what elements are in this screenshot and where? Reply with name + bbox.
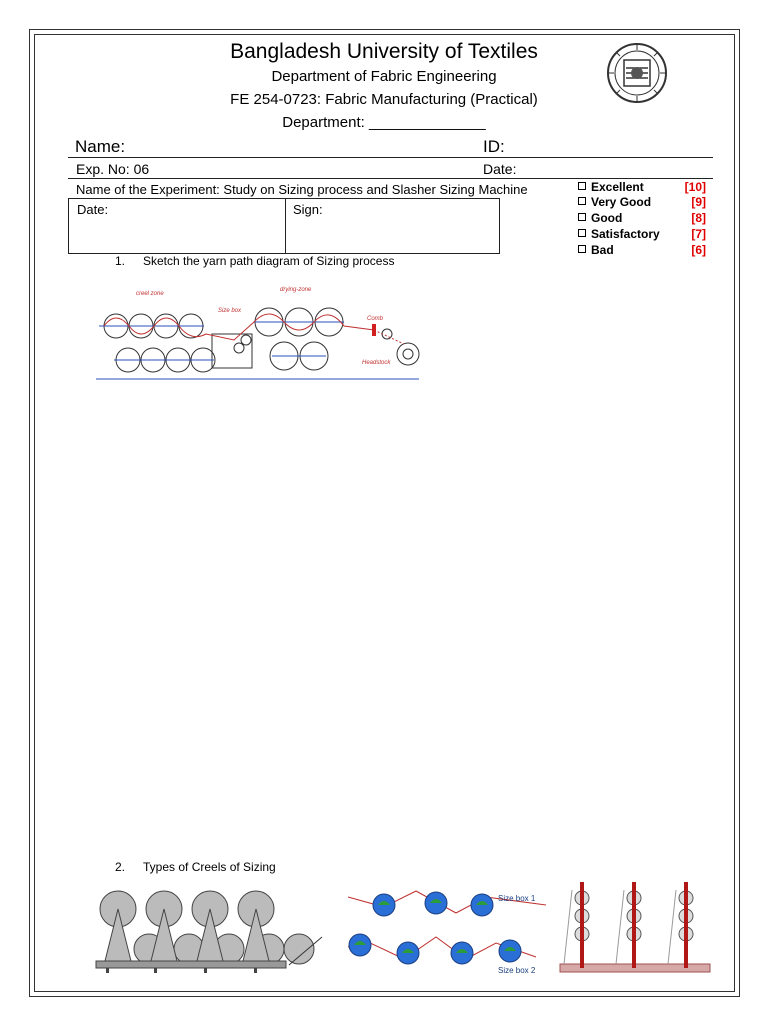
date-sign-table [68,198,500,254]
grade-value: [10] [684,180,706,194]
grade-label: Good [591,211,623,225]
question-1 [115,254,394,268]
grade-good[interactable] [578,211,622,225]
creel-diagram-2 [346,885,546,977]
divider [68,157,713,158]
grade-value: [9] [691,195,706,209]
table-sign-label: Sign: [293,202,323,217]
headstock-label: Headstock [362,360,391,366]
question-2 [115,860,276,874]
creel-diagram-1 [94,885,324,975]
id-label: ID: [483,137,505,156]
checkbox-icon [578,182,586,190]
name-label: Name: [75,137,126,156]
experiment-name: Name of the Experiment: Study on Sizing process and Slasher Sizing Machine [76,182,528,197]
checkbox-icon [578,229,586,237]
question-number: 2. [115,860,126,874]
university-title: Bangladesh University of Textiles [230,40,538,63]
creel-diagram-3 [558,880,713,975]
question-text: Sketch the yarn path diagram of Sizing process [143,254,395,268]
department-name: Department of Fabric Engineering [271,68,497,85]
grade-value: [6] [691,243,706,257]
grade-value: [7] [691,227,706,241]
checkbox-icon [578,197,586,205]
exp-no: Exp. No: 06 [76,161,150,177]
course-title: FE 254-0723: Fabric Manufacturing (Practical) [230,91,538,108]
grade-very-good[interactable] [578,195,651,209]
grade-satisfactory[interactable] [578,227,660,241]
comb-label: Comb [367,316,384,322]
grade-label: Satisfactory [591,227,660,241]
size-box-label: Size box [218,308,242,314]
grade-bad[interactable] [578,243,614,257]
table-date-label: Date: [77,202,109,217]
drying-zone-label: drying-zone [280,287,312,293]
table-divider [285,199,286,253]
grade-excellent[interactable] [578,180,644,194]
size-box-1-label: Size box 1 [498,894,536,903]
checkbox-icon [578,213,586,221]
sizing-process-diagram [94,282,424,384]
grade-value: [8] [691,211,706,225]
question-number: 1. [115,254,126,268]
grade-label: Excellent [591,180,644,194]
department-field: Department: ______________ [282,114,486,131]
size-box-2-label: Size box 2 [498,966,536,975]
grade-label: Very Good [591,195,652,209]
divider [68,178,713,179]
checkbox-icon [578,245,586,253]
creel-zone-label: creel zone [136,291,164,297]
date-label: Date: [483,161,517,177]
grade-label: Bad [591,243,614,257]
question-text: Types of Creels of Sizing [143,860,276,874]
